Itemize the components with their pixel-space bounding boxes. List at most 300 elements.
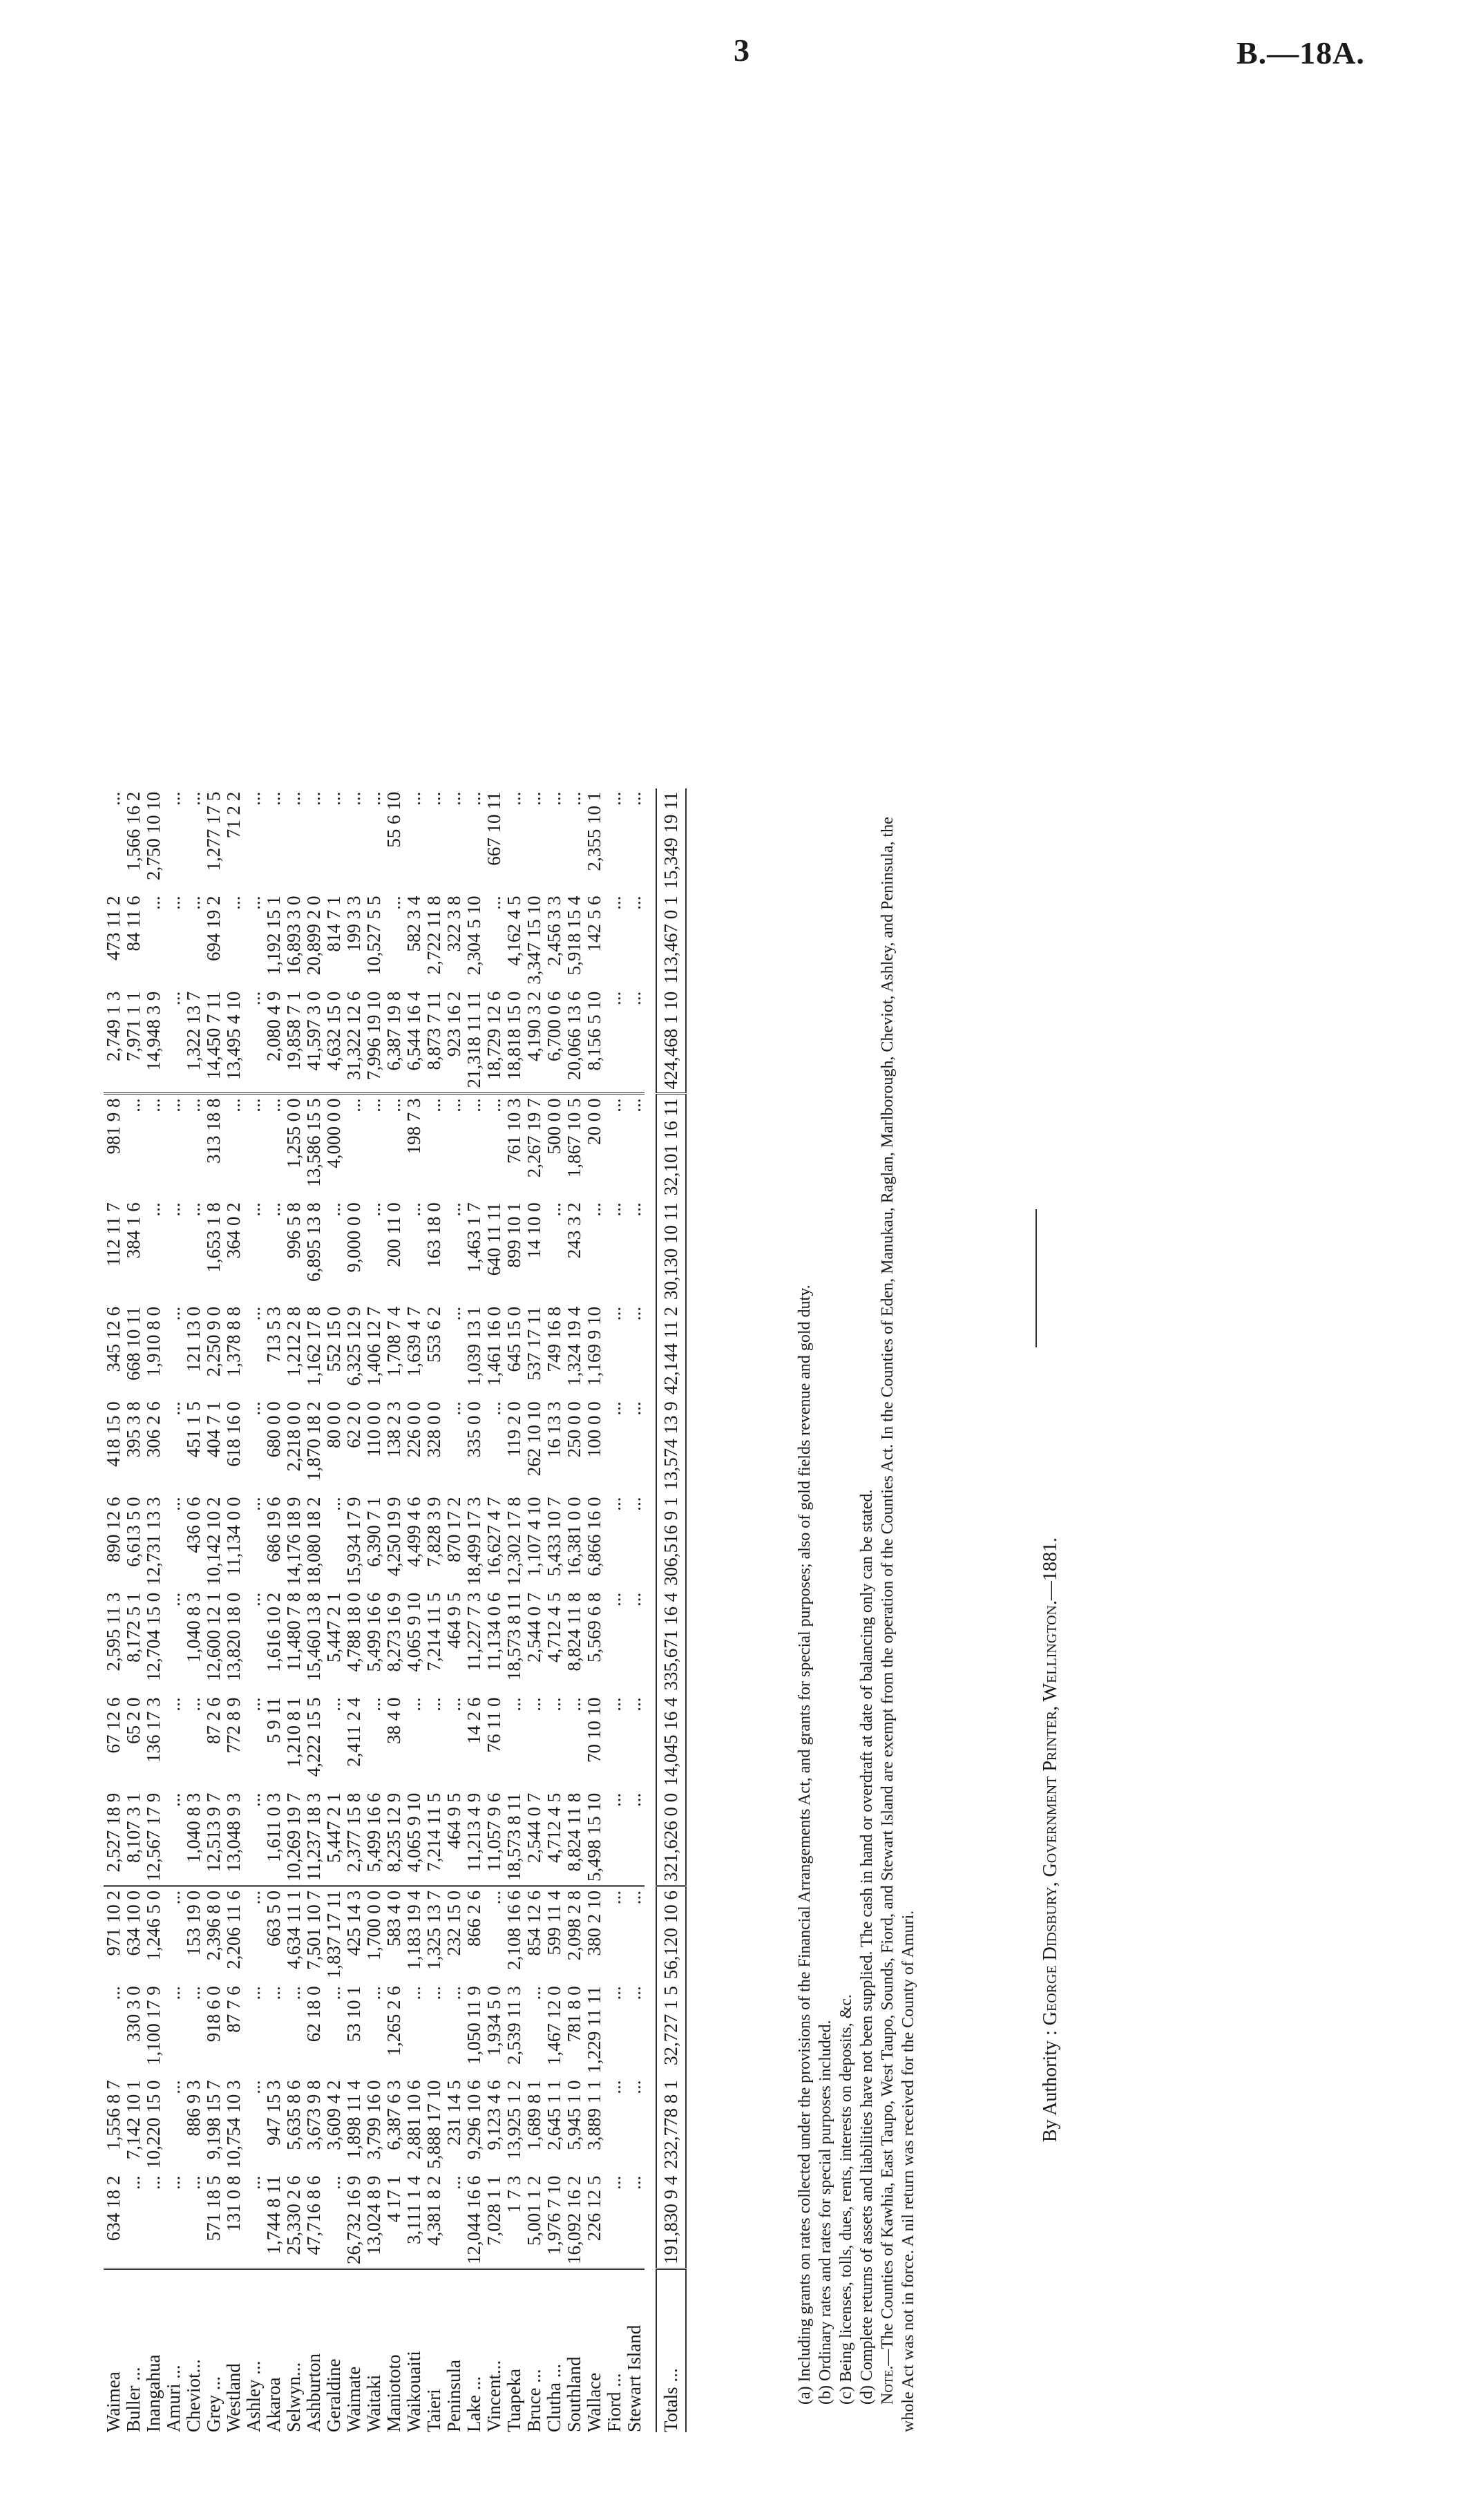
table-row [544,788,564,2432]
table-cell: 71 2 2 [223,791,244,839]
table-cell: 886 9 3 [183,2080,204,2137]
table-cell: 20 0 0 [584,1098,604,1145]
table-cell: ... [443,1986,464,2000]
table-cell: 6,387 19 8 [384,988,404,1094]
table-cell: 9,198 15 7 [203,2080,224,2160]
table-cell: ... [143,1202,164,1217]
table-cell: 5,498 15 10 [584,1790,604,1886]
table-row [624,788,644,2432]
table-cell: 47,716 8 6 [304,2172,324,2269]
table-cell: 464 9 5 [443,1592,464,1649]
table-cell: 11,227 7 3 [464,1592,484,1671]
county-name: Waimate [343,2366,364,2432]
table-cell: 335,671 16 4 [656,1589,686,1694]
table-cell: 5 9 11 [263,1697,284,1743]
table-cell: 918 6 0 [203,1986,224,2043]
table-cell: 3,111 1 4 [404,2172,424,2269]
table-cell: ... [243,1098,264,1112]
table-cell: 142 5 6 [584,896,604,952]
note-line-1 [877,83,898,2432]
table-cell: 2,722 11 8 [423,896,444,975]
table-cell: ... [604,896,624,910]
table-cell: 2,749 1 3 [104,988,124,1094]
table-cell: ... [143,896,164,910]
table-cell: 4,162 4 5 [504,896,524,966]
table-cell: 131 0 8 [224,2172,244,2269]
table-cell: 11,213 4 9 [464,1790,484,1886]
table-cell: 14,045 16 4 [656,1694,686,1790]
table-cell: 198 7 3 [403,1098,424,1155]
table-cell: 42,144 11 2 [656,1303,686,1398]
table-cell: 1,325 13 7 [423,1891,444,1970]
table-cell: 686 19 6 [263,1497,284,1562]
table-cell: ... [443,1697,464,1712]
table-cell: 1,255 0 0 [283,1098,304,1168]
table-cell: 2,881 10 6 [403,2080,424,2160]
table-cell: 571 18 5 [204,2172,224,2269]
table-cell: 3,673 9 8 [303,2080,324,2150]
table-cell: ... [243,791,264,806]
table-cell: 19,858 7 1 [284,988,304,1094]
table-cell: 11,237 18 3 [304,1790,324,1886]
table-cell: ... [303,791,324,806]
table-cell: 2,267 19 7 [524,1098,544,1178]
table-cell: ... [624,988,644,1094]
table-cell: 5,001 1 2 [524,2172,544,2269]
table-cell: 781 8 0 [564,1986,584,2043]
table-cell: 322 3 8 [443,896,464,952]
table-cell: ... [183,1202,204,1217]
table-cell: ... [243,1307,264,1321]
table-cell: 13,820 18 0 [223,1592,244,1681]
table-row [344,788,364,2432]
table-cell: 1 7 3 [504,2172,524,2269]
table-cell: 1,040 8 3 [183,1592,204,1662]
table-cell: ... [604,1202,624,1217]
table-cell: 4,634 11 1 [283,1891,304,1969]
table-cell: 668 10 11 [123,1307,144,1381]
table-cell: 232,778 8 1 [656,2077,686,2172]
authority-prefix: By Authority : [1040,2025,1061,2142]
table-cell: ... [403,1986,424,2000]
table-cell: 1,616 10 2 [263,1592,284,1672]
table-cell: 713 5 3 [263,1307,284,1363]
table-cell: ... [123,1098,144,1112]
table-cell: 923 16 2 [444,988,464,1094]
table-row [304,788,324,2432]
table-cell: 65 2 0 [123,1697,144,1744]
table-cell: 2,080 4 9 [264,988,284,1094]
table-cell: ... [564,791,584,806]
table-cell: 12,731 13 3 [143,1497,164,1586]
table-cell: ... [524,1986,544,2000]
table-cell: 947 15 3 [263,2080,284,2145]
table-cell: ... [544,791,564,806]
table-cell: 1,212 2 8 [283,1307,304,1377]
table-cell: 87 7 6 [223,1986,244,2033]
table-cell: 11,134 0 6 [484,1592,504,1671]
table-cell: 1,910 8 0 [143,1307,164,1377]
printer-name: George Didsbury, Government Printer, Wellington. [1040,1600,1061,2026]
table-cell: ... [223,1098,244,1112]
table-cell: 70 10 10 [584,1697,604,1763]
table-cell: 1,870 18 2 [303,1401,324,1481]
table-cell: ... [163,791,184,806]
table-cell: ... [604,1098,624,1112]
table-cell: ... [183,1697,204,1712]
table-cell: ... [484,1891,504,1905]
table-cell: 2,539 11 3 [504,1986,524,2065]
table-cell: 7,142 10 1 [123,2080,144,2160]
table-cell: ... [604,1891,624,1905]
table-cell: 243 3 2 [564,1202,584,1259]
table-cell: 76 11 0 [484,1697,504,1753]
table-cell: ... [323,1986,344,2000]
table-cell: 1,229 11 11 [584,1986,604,2074]
table-cell: 8,824 11 8 [564,1592,584,1671]
table-cell: 1,050 11 9 [464,1986,484,2065]
table-cell: 1,192 15 1 [263,896,284,976]
footnotes [794,83,919,2432]
table-cell: 55 6 10 [383,791,404,848]
table-row [224,788,244,2432]
county-finance-table [104,788,687,2432]
table-cell: 67 12 6 [103,1697,124,1754]
table-cell: 10,142 10 2 [203,1497,224,1586]
footnote-c: (c) Being licenses, tolls, dues, rents, interests on deposits, &c. [837,1994,855,2405]
table-cell: ... [443,791,464,806]
table-cell: 18,499 17 3 [464,1497,484,1586]
table-cell: ... [524,791,544,806]
table-cell: ... [363,791,384,806]
table-cell: ... [624,1401,644,1416]
table-cell: 2,456 3 3 [544,896,564,966]
table-cell: ... [243,1891,264,1905]
table-cell: 2,108 16 6 [504,1891,524,1970]
table-cell: ... [624,1202,644,1217]
table-cell: 2,098 2 8 [564,1891,584,1961]
table-cell: 866 2 6 [464,1891,484,1946]
table-cell: 5,635 8 6 [283,2080,304,2150]
imprint-rule [1035,1209,1037,1347]
table-cell: 330 3 0 [123,1986,144,2043]
table-cell: 6,390 7 1 [363,1497,384,1567]
table-cell: 2,396 8 0 [203,1891,224,1961]
table-cell: 1,322 13 7 [184,988,204,1094]
table-cell: 87 2 6 [203,1697,224,1744]
table-cell: 500 0 0 [544,1098,564,1155]
table-cell: 645 15 0 [504,1307,524,1372]
table-row [204,788,224,2432]
table-cell: 634 10 0 [123,1891,144,1956]
table-cell: ... [183,1098,204,1112]
imprint-year: —1881. [1040,1537,1061,1600]
table-cell: 5,918 15 4 [564,896,584,976]
table-cell: 13,925 1 2 [504,2080,524,2160]
table-row [324,788,344,2432]
county-name: Cheviot... [183,2359,204,2432]
table-cell: 31,322 12 6 [344,988,364,1094]
table-cell: ... [624,1098,644,1112]
table-cell: 191,830 9 4 [656,2172,686,2269]
table-cell: ... [163,1202,184,1217]
table-cell: ... [163,2080,184,2094]
table-row [424,788,444,2432]
table-cell: ... [423,791,444,806]
table-cell: ... [464,791,484,806]
table-row [104,788,124,2432]
table-cell: 5,499 16 6 [363,1592,384,1672]
table-cell: 226 12 5 [584,2172,604,2269]
table-cell: ... [183,896,204,910]
table-cell: 10,269 19 7 [284,1790,304,1886]
table-cell: 761 10 3 [504,1098,524,1164]
table-row [564,788,584,2432]
table-cell: 13,574 13 9 [656,1398,686,1493]
table-cell: ... [343,1098,364,1112]
table-cell: 4,065 9 10 [403,1592,424,1672]
table-cell: 62 2 0 [343,1401,364,1448]
table-cell: 4,712 4 5 [544,1592,564,1662]
table-cell: 6,700 0 6 [544,988,564,1094]
table-cell: ... [423,1098,444,1112]
table-cell: 84 11 6 [123,896,144,951]
table-row [364,788,384,2432]
table-cell: ... [243,1497,264,1511]
table-cell: ... [243,1401,264,1416]
table-cell: 2,544 0 7 [524,1592,544,1662]
table-cell: 418 15 0 [103,1401,124,1467]
table-cell: ... [443,1098,464,1112]
table-cell: 1,463 1 7 [464,1202,484,1273]
table-row [284,788,304,2432]
table-cell: 41,597 3 0 [304,988,324,1094]
table-row [444,788,464,2432]
table-cell: 1,700 0 0 [363,1891,384,1961]
table-cell: ... [163,1697,184,1712]
table-cell: 7,996 19 10 [364,988,384,1094]
table-cell: 4,065 9 10 [404,1790,424,1886]
table-row [124,788,144,2432]
table-cell: 11,480 7 8 [283,1592,304,1671]
county-name: Inangahua [143,2354,164,2432]
table-cell: ... [624,1986,644,2000]
table-cell: ... [524,1697,544,1712]
table-cell: 20,899 2 0 [303,896,324,976]
table-cell: ... [163,1891,184,1905]
county-name: Taieri [423,2389,444,2432]
table-cell: ... [604,1401,624,1416]
table-cell: 7,028 1 1 [484,2172,504,2269]
table-cell: 552 15 0 [323,1307,344,1372]
table-cell: 18,729 12 6 [484,988,504,1094]
table-cell: 2,377 15 8 [344,1790,364,1886]
note-line-2: whole Act was not in force. A nil return was received for the County of Amuri. [899,1910,917,2432]
spacer-row [644,788,656,2432]
table-cell: 4,222 15 5 [303,1697,324,1777]
table-cell: ... [504,791,524,806]
footnote-a: (a) Including grants on rates collected under the provisions of the Financial Arrangements Act, and grants for special purposes; also of gold fields revenue and gold duty. [796,1285,814,2405]
table-cell: 5,945 1 0 [564,2080,584,2150]
table-cell: ... [363,1202,384,1217]
rotated-table-block [104,35,960,2432]
table-cell: ... [164,2172,184,2269]
table-cell: 16,381 0 0 [564,1497,584,1577]
table-cell: 425 14 3 [343,1891,364,1956]
table-cell: 56,120 10 6 [656,1886,686,1983]
table-cell: ... [343,791,364,806]
table-cell: 12,044 16 6 [464,2172,484,2269]
county-name: Maniototo [383,2354,404,2432]
table-cell: 121 13 0 [183,1307,204,1372]
table-cell: 328 0 0 [423,1401,444,1458]
table-cell: ... [283,1986,304,2000]
table-row [464,788,484,2432]
county-name: Fiord ... [604,2373,624,2432]
table-cell: ... [324,2172,344,2269]
table-cell: 395 3 8 [123,1401,144,1458]
table-cell: ... [243,1592,264,1607]
table-cell: ... [243,1202,264,1217]
table-cell: ... [184,2172,204,2269]
table-cell: 12,704 15 0 [143,1592,164,1681]
county-name: Waikouaiti [403,2351,424,2432]
table-row [184,788,204,2432]
table-cell: 870 17 2 [443,1497,464,1562]
table-cell: 6,866 16 0 [584,1497,604,1577]
table-cell: 7,501 10 7 [303,1891,324,1970]
table-row [404,788,424,2432]
table-cell: 667 10 11 [484,791,504,866]
authority-imprint [1040,1244,1062,2142]
table-cell: 749 16 8 [544,1307,564,1372]
table-row [384,788,404,2432]
table-row [484,788,504,2432]
table-cell: 1,378 8 8 [223,1307,244,1377]
table-cell: 634 18 2 [104,2172,124,2269]
table-cell: 11,057 9 6 [484,1790,504,1886]
table-cell: 13,024 8 9 [364,2172,384,2269]
county-name: Ashburton [303,2353,324,2432]
table-cell: 1,653 1 8 [203,1202,224,1273]
table-cell: ... [163,1986,184,2000]
table-cell: ... [244,2172,264,2269]
table-cell: ... [604,2172,624,2269]
table-cell: ... [584,1202,604,1217]
table-cell: ... [604,988,624,1094]
county-name: Peninsula [443,2360,464,2432]
table-cell: 1,406 12 7 [363,1307,384,1386]
table-cell: ... [243,1697,264,1712]
table-cell: 38 4 0 [383,1697,404,1744]
table-cell: 5,569 6 8 [584,1592,604,1662]
table-cell: 618 16 0 [223,1401,244,1467]
table-cell: 4,381 8 2 [424,2172,444,2269]
table-cell: 4,000 0 0 [323,1098,344,1168]
table-cell: 10,527 5 5 [363,896,384,976]
table-cell: ... [263,791,284,806]
table-cell: 2,206 11 6 [223,1891,244,1969]
table-cell: 232 15 0 [443,1891,464,1956]
table-cell: ... [624,1790,644,1886]
table-cell: 890 12 6 [103,1497,124,1562]
table-cell: ... [143,1098,164,1112]
table-cell: 1,556 8 7 [103,2080,124,2150]
table-cell: ... [163,1401,184,1416]
table-row [144,788,164,2432]
table-cell: 854 12 6 [524,1891,544,1956]
table-cell: ... [444,2172,464,2269]
county-name: Bruce ... [524,2369,544,2432]
table-cell: 680 0 0 [263,1401,284,1458]
table-cell: 4,712 4 5 [544,1790,564,1886]
table-row [244,788,264,2432]
table-cell: ... [243,896,264,910]
table-cell: 14,948 3 9 [144,988,164,1094]
table-cell: ... [544,1697,564,1712]
table-cell: 53 10 1 [343,1986,364,2043]
table-row [504,788,524,2432]
table-cell: ... [283,791,304,806]
table-cell: 996 5 8 [283,1202,304,1259]
table-row [524,788,544,2432]
table-cell: ... [244,988,264,1094]
table-cell: ... [323,791,344,806]
footnote-d: (d) Complete returns of assets and liabilities have not been supplied. The cash in hand or overdraft at date of balancing only can be stated. [858,1489,876,2405]
table-cell: 2,304 5 10 [464,896,484,976]
table-cell: ... [243,1986,264,2000]
table-cell: ... [363,1697,384,1712]
table-cell: 2,595 11 3 [103,1592,124,1671]
table-cell: 335 0 0 [464,1401,484,1458]
table-cell: 14,176 18 9 [283,1497,304,1586]
county-name: Geraldine [323,2358,344,2432]
table-cell: 1,639 4 7 [403,1307,424,1377]
table-cell: 451 1 5 [183,1401,204,1458]
table-cell: 1,689 8 1 [524,2080,544,2150]
table-cell: 3,799 16 0 [363,2080,384,2160]
table-cell: 9,000 0 0 [343,1202,364,1273]
table-row [584,788,604,2432]
table-cell: 8,824 11 8 [564,1790,584,1886]
table-cell: 153 19 0 [183,1891,204,1956]
table-cell: ... [103,1986,124,2000]
table-cell: ... [163,1098,184,1112]
county-name: Southland [564,2356,584,2432]
table-cell: ... [183,1986,204,2000]
table-cell: 6,387 6 3 [383,2080,404,2150]
table-cell: 971 10 2 [103,1891,124,1956]
table-cell: ... [164,988,184,1094]
table-cell: 12,513 9 7 [204,1790,224,1886]
table-cell: 384 1 6 [123,1202,144,1259]
table-cell: ... [484,1098,504,1112]
table-cell: ... [624,1497,644,1511]
table-cell: ... [484,896,504,910]
table-cell: ... [564,1697,584,1712]
table-cell: 10,220 15 0 [143,2080,164,2169]
table-cell: 32,727 1 5 [656,1982,686,2076]
table-cell: 694 19 2 [203,896,224,961]
table-cell: ... [624,896,644,910]
table-cell: 553 6 2 [423,1307,444,1363]
table-cell: 2,645 1 1 [544,2080,564,2150]
table-cell: 3,609 4 2 [323,2080,344,2150]
table-cell: 199 3 3 [343,896,364,952]
table-cell: 1,934 5 0 [484,1986,504,2056]
table-cell: 1,708 7 4 [383,1307,404,1377]
table-cell: 15,934 17 9 [343,1497,364,1586]
